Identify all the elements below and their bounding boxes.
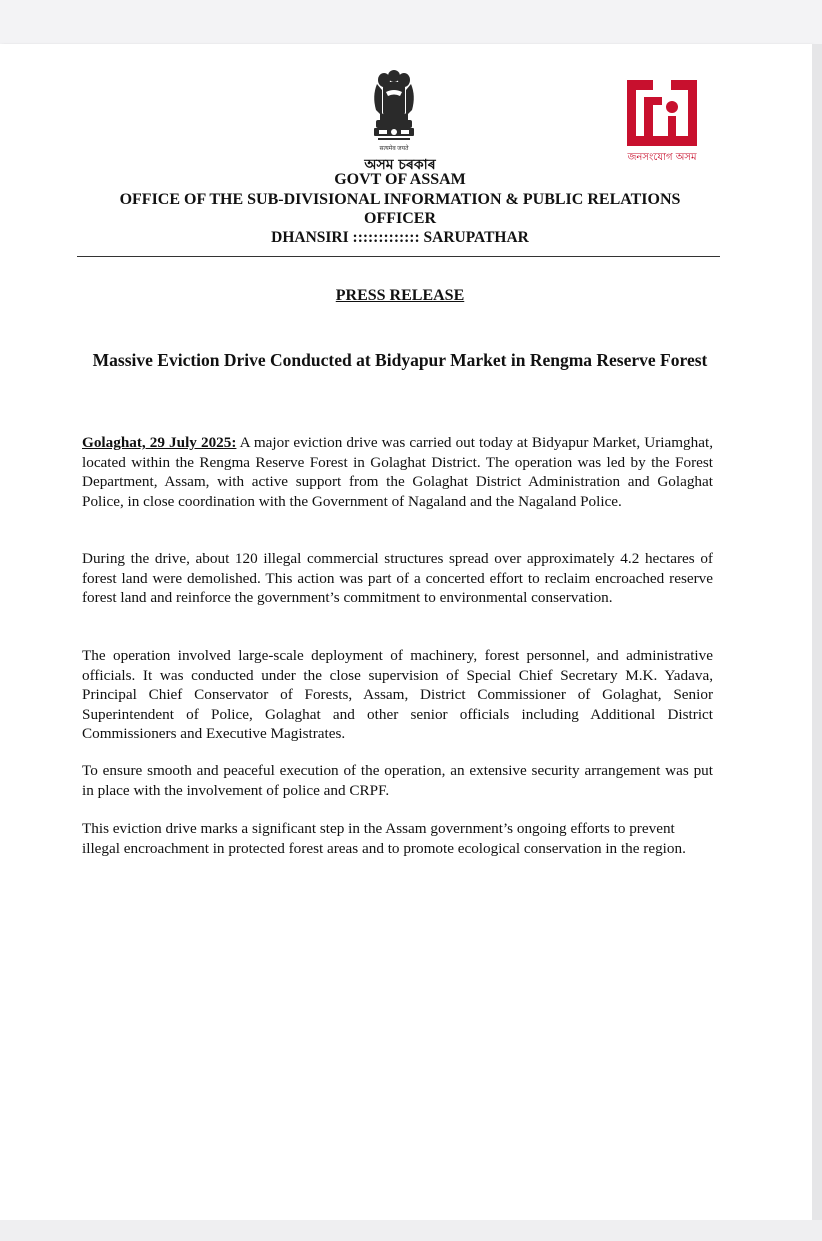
janasanyog-logo-text: জনসংযোগ অসম [627,152,697,163]
press-release-label: PRESS RELEASE [335,287,465,304]
paragraph-3: The operation involved large-scale deployment of machinery, forest personnel, and administrative officials. It was conducted under the close supervision of Special Chief Secretary M.K. Yadava, Principal Chief Conservator of Forests, Assam, District Commissioner of Golaghat, Senior Superintendent of Police, Golaghat and other senior officials including Additional District Commissioners and Executive Magistrates. [82,647,713,742]
dateline: Golaghat, 29 July 2025: [82,434,237,451]
paragraph-2: During the drive, about 120 illegal commercial structures spread over approximately 4.2 hectares of forest land were demolished. This action was part of a concerted effort to reclaim encroached reserve forest land and reinforce the government’s commitment to environmental conservation. [82,550,713,606]
press-headline: Massive Eviction Drive Conducted at Bidyapur Market in Rengma Reserve Forest [92,350,708,370]
viewer-top-band [0,0,822,44]
paragraph-5: This eviction drive marks a significant step in the Assam government’s ongoing efforts to prevent illegal encroachment in protected forest areas and to promote ecological conservation in the region. [82,820,686,857]
national-emblem-icon [364,66,424,152]
govt-title: GOVT OF ASSAM [334,171,466,188]
paragraph-1-text: A major eviction drive was carried out today at Bidyapur Market, Uriamghat, located within the Rengma Reserve Forest in Golaghat District. The operation was led by the Forest Department, Assam, with active support from the Golaghat District Administration and Golaghat Police, in close coordination with the Government of Nagaland and the Nagaland Police. [82,434,713,510]
header-divider [77,256,720,257]
emblem-motto: सत्यमेव जयते [379,146,409,152]
assamese-govt-title: অসম চৰকাৰ [364,157,436,173]
janasanyog-logo-icon [627,80,697,146]
paragraph-4: To ensure smooth and peaceful execution of the operation, an extensive security arrangement was put in place with the involvement of police and CRPF. [82,762,713,799]
office-title-line1: OFFICE OF THE SUB-DIVISIONAL INFORMATION & PUBLIC RELATIONS [119,191,681,208]
office-title-line2: OFFICER [364,210,436,227]
viewer-bottom-band [0,1220,822,1241]
office-location: DHANSIRI ::::::::::::: SARUPATHAR [271,229,529,246]
viewer-right-edge [812,44,822,1220]
paragraph-1 [82,433,713,511]
